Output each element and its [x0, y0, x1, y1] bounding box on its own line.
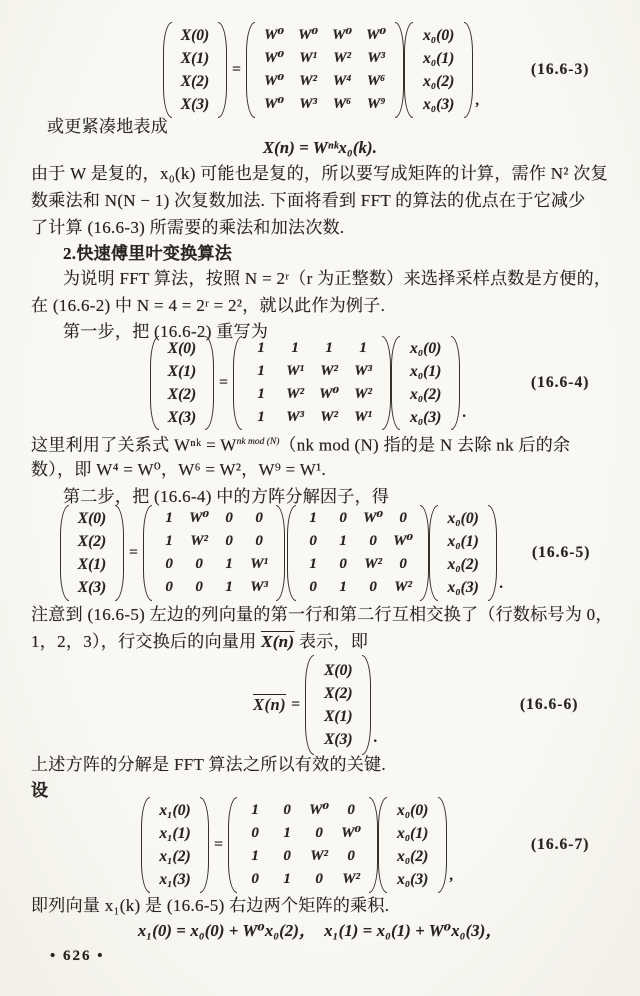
- matrix-cell: 1: [283, 825, 291, 841]
- vector-entry: X(3): [324, 731, 353, 748]
- matrix-cell: W³: [299, 96, 318, 112]
- matrix-cell: W⁰: [264, 50, 285, 66]
- lhs-vector-X: [163, 22, 227, 118]
- W-matrix-mod-N: [233, 336, 391, 430]
- matrix-body: [239, 797, 367, 893]
- matrix-cell: 1: [251, 802, 259, 818]
- matrix-cell: W³: [250, 579, 269, 595]
- matrix-cell: 1: [251, 848, 259, 864]
- text-line: 或更紧凑地表成: [47, 117, 169, 136]
- vector-entry: X(3): [167, 409, 197, 426]
- matrix-body: [154, 505, 274, 601]
- equation-16-6-7: [0, 797, 640, 893]
- vector-entry: X(2): [324, 685, 353, 702]
- vector-entry: x₀(0): [423, 27, 455, 44]
- vector-entry: x₀(1): [423, 50, 455, 67]
- right-paren: [488, 505, 497, 601]
- page-number: • 626 •: [50, 948, 105, 964]
- matrix-cell: W⁶: [366, 73, 386, 89]
- vector-entry: X(3): [180, 96, 210, 113]
- vector-entry: X(2): [180, 73, 210, 90]
- vector-entry: x₀(0): [447, 510, 479, 527]
- lhs-vector-x1: [141, 797, 209, 893]
- matrix-cell: W²: [354, 386, 373, 402]
- equals-sign: =: [214, 836, 224, 853]
- vector-entry: x₀(2): [397, 848, 429, 865]
- matrix-cell: W⁰: [393, 533, 414, 549]
- vector-entry: X(3): [77, 579, 107, 596]
- matrix-cell: 1: [165, 510, 173, 526]
- matrix-cell: W⁴: [332, 73, 352, 89]
- matrix-row: [154, 530, 274, 553]
- vector-entry: x₀(1): [397, 825, 429, 842]
- left-paren: [60, 505, 69, 601]
- text-line: [31, 430, 631, 458]
- equation-number: (16.6-5): [532, 544, 591, 561]
- text-line: 数），即 W⁴ = W⁰，W⁶ = W²，W⁹ = W¹.: [31, 460, 327, 479]
- matrix-cell: 1: [309, 556, 317, 572]
- left-paren: [150, 336, 159, 430]
- matrix-cell: 1: [225, 556, 233, 572]
- matrix-cell: 0: [195, 556, 203, 572]
- right-paren: [205, 336, 214, 430]
- matrix-row: [239, 868, 367, 891]
- matrix-body: [244, 336, 380, 430]
- matrix-cell: 0: [283, 802, 291, 818]
- matrix-cell: 1: [283, 871, 291, 887]
- vector-entry: X(1): [180, 50, 210, 67]
- vector-column: [440, 505, 486, 601]
- equals-sign: =: [219, 374, 229, 391]
- matrix-body: [298, 505, 418, 601]
- matrix-row: [239, 822, 367, 845]
- equation-tail: ,: [475, 92, 480, 109]
- matrix-cell: W⁰: [319, 386, 340, 402]
- matrix-cell: 1: [257, 386, 265, 402]
- matrix-cell: W²: [333, 50, 352, 66]
- vector-entry: x₀(3): [423, 96, 455, 113]
- matrix-row: [257, 47, 393, 70]
- equation-body: [150, 336, 466, 430]
- matrix-cell: 0: [315, 825, 323, 841]
- left-paren: [429, 505, 438, 601]
- matrix-cell: W⁰: [341, 825, 362, 841]
- right-paren: [464, 22, 473, 118]
- matrix-cell: 0: [369, 533, 377, 549]
- matrix-cell: W²: [310, 848, 329, 864]
- matrix-row: [244, 360, 380, 383]
- matrix-cell: W³: [367, 50, 386, 66]
- vector-entry: x₀(3): [397, 871, 429, 888]
- right-paren: [115, 505, 124, 601]
- right-paren: [200, 797, 209, 893]
- vector-entry: x₁(1): [159, 825, 191, 842]
- text-line: 由于 W 是复的，x₀(k) 可能也是复的，所以要写成矩阵的计算，需作 N² 次复: [31, 164, 608, 183]
- equation-body: [163, 22, 479, 118]
- matrix-row: [154, 553, 274, 576]
- matrix-cell: W¹: [286, 363, 305, 379]
- text-line: [31, 629, 631, 654]
- matrix-cell: W⁰: [363, 510, 384, 526]
- rhs-vector-x0: [429, 505, 497, 601]
- vector-column: [415, 22, 462, 118]
- matrix-cell: W²: [299, 73, 318, 89]
- text-line: 上述方阵的分解是 FFT 算法之所以有效的关键.: [31, 755, 386, 774]
- vector-entry: x₀(0): [410, 340, 442, 357]
- matrix-cell: 0: [225, 533, 233, 549]
- equation-16-6-5: [0, 505, 640, 601]
- equation-tail: .: [499, 575, 504, 592]
- matrix-row: [257, 24, 393, 47]
- vector-entry: x₀(2): [410, 386, 442, 403]
- matrix-cell: W²: [320, 363, 339, 379]
- vector-column: [402, 336, 449, 430]
- matrix-cell: 0: [339, 556, 347, 572]
- lhs-vector-X: [150, 336, 214, 430]
- matrix-cell: W²: [394, 579, 413, 595]
- vector-entry: X(0): [324, 662, 353, 679]
- matrix-cell: W⁰: [309, 802, 330, 818]
- matrix-body: [257, 22, 393, 118]
- vector-entry: x₀(2): [447, 556, 479, 573]
- equation-number: (16.6-7): [531, 836, 590, 853]
- vector-entry: x₀(1): [410, 363, 442, 380]
- left-paren: [305, 655, 314, 755]
- right-paren: [438, 797, 447, 893]
- text-line: 设: [31, 781, 49, 800]
- equation-tail: .: [462, 404, 467, 421]
- vector-entry: X(1): [77, 556, 107, 573]
- matrix-row: [154, 576, 274, 599]
- equation-body: [253, 655, 377, 755]
- relation-prefix: 这里利用了关系式 Wⁿᵏ = W: [31, 435, 237, 455]
- vector-column: [174, 22, 216, 118]
- matrix-cell: 0: [251, 871, 259, 887]
- vector-column: [316, 655, 360, 755]
- vector-entry: X(0): [180, 27, 210, 44]
- matrix-cell: W¹: [299, 50, 318, 66]
- matrix-cell: 1: [257, 409, 265, 425]
- left-paren: [143, 505, 152, 601]
- left-paren: [233, 336, 242, 430]
- right-paren: [218, 22, 227, 118]
- left-paren: [163, 22, 172, 118]
- matrix-cell: W¹: [250, 556, 269, 572]
- text-line: 数乘法和 N(N − 1) 次复数加法. 下面将看到 FFT 的算法的优点在于它减少: [31, 191, 586, 210]
- right-paren: [276, 505, 285, 601]
- matrix-cell: 1: [339, 533, 347, 549]
- left-paren: [246, 22, 255, 118]
- right-paren: [382, 336, 391, 430]
- matrix-cell: 0: [283, 848, 291, 864]
- matrix-cell: 0: [347, 848, 355, 864]
- vector-entry: X(0): [167, 340, 197, 357]
- matrix-cell: 0: [165, 579, 173, 595]
- permuted-vector: [305, 655, 371, 755]
- matrix-cell: W⁰: [264, 96, 285, 112]
- matrix-row: [154, 507, 274, 530]
- matrix-row: [239, 845, 367, 868]
- matrix-cell: 0: [399, 556, 407, 572]
- right-paren: [395, 22, 404, 118]
- left-paren: [404, 22, 413, 118]
- equation-body: [141, 797, 453, 893]
- matrix-cell: 1: [257, 340, 265, 356]
- matrix-row: [244, 337, 380, 360]
- left-paren: [378, 797, 387, 893]
- matrix-cell: W⁰: [366, 27, 387, 43]
- right-paren: [369, 797, 378, 893]
- left-paren: [391, 336, 400, 430]
- matrix-cell: 1: [257, 363, 265, 379]
- matrix-cell: 0: [309, 533, 317, 549]
- vector-entry: X(2): [167, 386, 197, 403]
- rhs-vector-x0: [391, 336, 460, 430]
- matrix-cell: 0: [195, 579, 203, 595]
- vector-entry: X(2): [77, 533, 107, 550]
- vector-entry: x₀(2): [423, 73, 455, 90]
- vector-entry: x₀(0): [397, 802, 429, 819]
- superscript-exponent: nk mod (N): [236, 437, 280, 447]
- equation-16-6-6: [0, 655, 640, 755]
- matrix-cell: 1: [165, 533, 173, 549]
- section-heading: 2.快速傅里叶变换算法: [63, 244, 233, 263]
- text-line: 第二步，把 (16.6-4) 中的方阵分解因子，得: [63, 487, 390, 506]
- equals-sign: =: [129, 544, 139, 561]
- vector-entry: x₀(3): [410, 409, 442, 426]
- butterfly-formula-line: x₁(0) = x₀(0) + W⁰x₀(2)， x₁(1) = x₀(1) + W⁰x₀(3)，: [137, 921, 503, 940]
- right-paren: [451, 336, 460, 430]
- overlined-vector-symbol: X(n): [261, 632, 295, 651]
- matrix-row: [244, 406, 380, 429]
- relation-suffix: （nk mod (N) 指的是 N 去除 nk 后的余: [279, 435, 571, 455]
- W-power-matrix: [246, 22, 404, 118]
- equation-16-6-4: [0, 336, 640, 430]
- matrix-cell: W⁰: [298, 27, 319, 43]
- matrix-row: [257, 70, 393, 93]
- vector-entry: X(1): [167, 363, 197, 380]
- factor-matrix-1: [143, 505, 285, 601]
- vector-column: [161, 336, 203, 430]
- matrix-row: [257, 93, 393, 116]
- text-line: 注意到 (16.6-5) 左边的列向量的第一行和第二行互相交换了（行数标号为 0，: [31, 605, 613, 624]
- factor-matrix-2: [287, 505, 429, 601]
- vector-entry: X(1): [324, 708, 353, 725]
- matrix-cell: 0: [255, 510, 263, 526]
- matrix-cell: 0: [309, 579, 317, 595]
- matrix-row: [298, 576, 418, 599]
- matrix-cell: W⁶: [332, 96, 352, 112]
- rhs-vector-x0: [378, 797, 447, 893]
- text-line: 第一步，把 (16.6-2) 重写为: [63, 322, 269, 341]
- matrix-cell: W²: [286, 386, 305, 402]
- vector-entry: X(0): [77, 510, 107, 527]
- matrix-cell: 0: [251, 825, 259, 841]
- text-line: 即列向量 x₁(k) 是 (16.6-5) 右边两个矩阵的乘积.: [31, 896, 390, 915]
- left-paren: [287, 505, 296, 601]
- rhs-vector-x0: [404, 22, 473, 118]
- matrix-cell: 1: [309, 510, 317, 526]
- matrix-cell: W⁹: [366, 96, 386, 112]
- vector-entry: x₀(1): [447, 533, 479, 550]
- equation-number: (16.6-3): [531, 61, 590, 78]
- matrix-cell: W⁰: [332, 27, 353, 43]
- equation-16-6-3: [0, 22, 640, 118]
- matrix-cell: W¹: [354, 409, 373, 425]
- matrix-cell: 0: [369, 579, 377, 595]
- matrix-cell: 1: [325, 340, 333, 356]
- matrix-cell: 0: [339, 510, 347, 526]
- row-swap-suffix: 表示，即: [294, 632, 369, 651]
- matrix-cell: 0: [399, 510, 407, 526]
- equals-sign: =: [291, 696, 301, 713]
- compact-equation: X(n) = Wⁿᵏx₀(k).: [262, 138, 378, 157]
- matrix-row: [298, 507, 418, 530]
- vector-entry: x₁(3): [159, 871, 191, 888]
- equation-body: [60, 505, 503, 601]
- matrix-row: [244, 383, 380, 406]
- text-line: 了计算 (16.6-3) 所需要的乘法和加法次数.: [31, 218, 345, 237]
- equation-number: (16.6-6): [520, 696, 579, 713]
- matrix-cell: 0: [315, 871, 323, 887]
- left-paren: [141, 797, 150, 893]
- matrix-cell: 0: [347, 802, 355, 818]
- factor-matrix: [228, 797, 378, 893]
- matrix-cell: 0: [165, 556, 173, 572]
- vector-column: [152, 797, 198, 893]
- row-swap-prefix: 1，2，3），行交换后的向量用: [31, 632, 262, 651]
- equation-number: (16.6-4): [531, 374, 590, 391]
- equals-sign: =: [232, 61, 242, 78]
- overlined-vector-symbol: X(n): [253, 695, 287, 714]
- matrix-cell: 1: [339, 579, 347, 595]
- right-paren: [362, 655, 371, 755]
- equation-tail: ,: [449, 867, 454, 884]
- vector-entry: x₀(3): [447, 579, 479, 596]
- matrix-row: [298, 553, 418, 576]
- vector-entry: x₁(2): [159, 848, 191, 865]
- matrix-cell: W²: [320, 409, 339, 425]
- matrix-row: [298, 530, 418, 553]
- matrix-cell: W³: [286, 409, 305, 425]
- text-line: 为说明 FFT 算法，按照 N = 2ʳ（r 为正整数）来选择采样点数是方便的，: [63, 269, 612, 288]
- matrix-cell: 0: [225, 510, 233, 526]
- matrix-cell: W⁰: [264, 27, 285, 43]
- matrix-cell: W⁰: [264, 73, 285, 89]
- matrix-cell: W⁰: [189, 510, 210, 526]
- matrix-cell: W²: [190, 533, 209, 549]
- equation-tail: .: [373, 729, 378, 746]
- matrix-cell: W²: [342, 871, 361, 887]
- vector-entry: x₁(0): [159, 802, 191, 819]
- vector-column: [71, 505, 113, 601]
- lhs-vector-X-permuted: [60, 505, 124, 601]
- left-paren: [228, 797, 237, 893]
- matrix-cell: W³: [354, 363, 373, 379]
- text-line: 在 (16.6-2) 中 N = 4 = 2ʳ = 2²，就以此作为例子.: [31, 296, 386, 315]
- matrix-row: [239, 799, 367, 822]
- matrix-cell: 1: [359, 340, 367, 356]
- right-paren: [420, 505, 429, 601]
- vector-column: [389, 797, 436, 893]
- matrix-cell: 1: [291, 340, 299, 356]
- matrix-cell: 1: [225, 579, 233, 595]
- matrix-cell: W²: [364, 556, 383, 572]
- matrix-cell: 0: [255, 533, 263, 549]
